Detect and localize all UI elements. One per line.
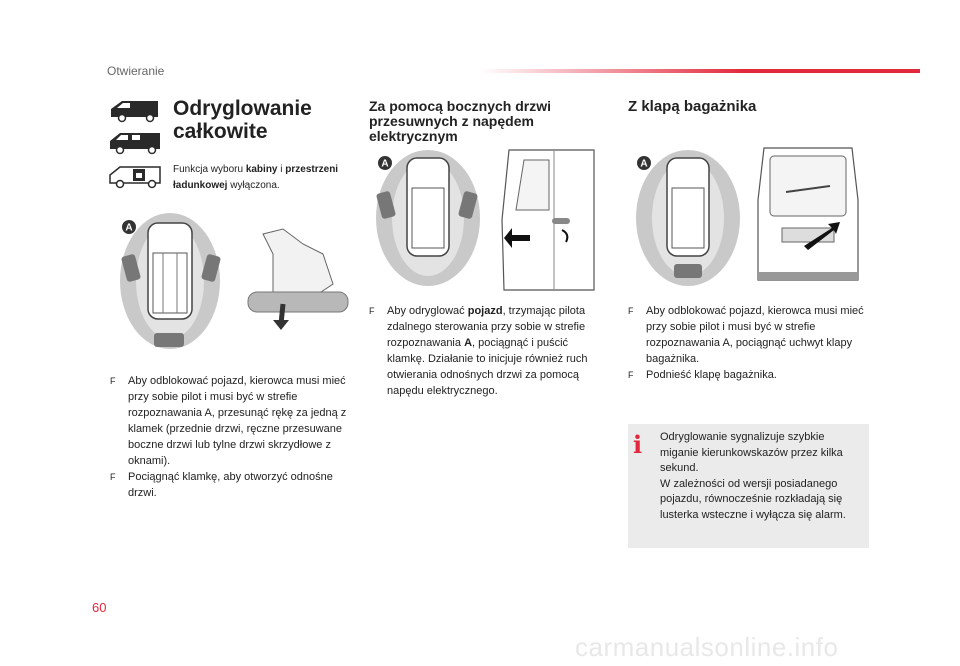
instruction-item: F Aby odblokować pojazd, kierowca musi mieć przy sobie pilot i musi być w strefie rozpoznawania A, pociągnąć uchwyt klapy bagażnika.	[628, 305, 864, 365]
col2-instructions	[369, 303, 604, 399]
hand-door-handle-illustration	[243, 224, 353, 334]
label-a-circle	[378, 156, 392, 170]
instruction-item: F Podnieść klapę bagażnika.	[628, 369, 777, 381]
svg-text:A: A	[125, 222, 133, 234]
instruction-item: F Pociągnąć klamkę, aby otworzyć odnośne drzwi.	[110, 471, 333, 499]
col1-instructions	[110, 373, 350, 501]
instruction-item: F Aby odryglować pojazd, trzymając pilota zdalnego sterowania przy sobie w strefie rozpoznawania A, pociągnąć i puścić klamkę. Działanie to inicjuje również ruch otwierania odnośnych drzwi za pomocą napędu elektrycznego.	[369, 305, 588, 397]
header-rule	[480, 69, 920, 73]
van-icon	[108, 97, 162, 123]
svg-text:A: A	[640, 158, 648, 170]
van-cargo-lock-icon	[108, 163, 162, 189]
heading-sliding-door: Za pomocą bocznych drzwi przesuwnych z napędem elektrycznym	[369, 98, 552, 144]
watermark: carmanualsonline.info	[575, 632, 839, 662]
label-a-circle	[637, 156, 651, 170]
label-a-circle	[122, 220, 136, 234]
info-text: Odryglowanie sygnalizuje szybkie miganie kierunkowskazów przez kilka sekund. W zależności od wersji posiadanego pojazdu, równocześnie rozkładają się lusterka wsteczne i wyłącza się alarm.	[660, 431, 846, 521]
section-title: Otwieranie	[107, 64, 165, 78]
tailgate-illustration	[752, 140, 864, 300]
col3-instructions	[628, 303, 868, 383]
page-number: 60	[92, 600, 107, 615]
van-long-icon	[108, 129, 162, 155]
function-note: Funkcja wyboru kabiny i przestrzeni ładunkowej wyłączona.	[173, 164, 339, 191]
sliding-door-illustration	[494, 140, 606, 300]
heading-tailgate: Z klapą bagażnika	[628, 98, 757, 115]
page-title: Odryglowanie całkowite	[173, 97, 312, 143]
info-icon: i	[633, 430, 643, 459]
svg-text:A: A	[381, 158, 389, 170]
instruction-item: F Aby odblokować pojazd, kierowca musi mieć przy sobie pilot i musi być w strefie rozpoznawania A, przesunąć rękę za jedną z klamek (przednie drzwi, ręczne przesuwane boczne drzwi lub tylne drzwi skrzydłowe z oknami).	[110, 375, 347, 467]
van-zone-diagram	[118, 213, 223, 358]
